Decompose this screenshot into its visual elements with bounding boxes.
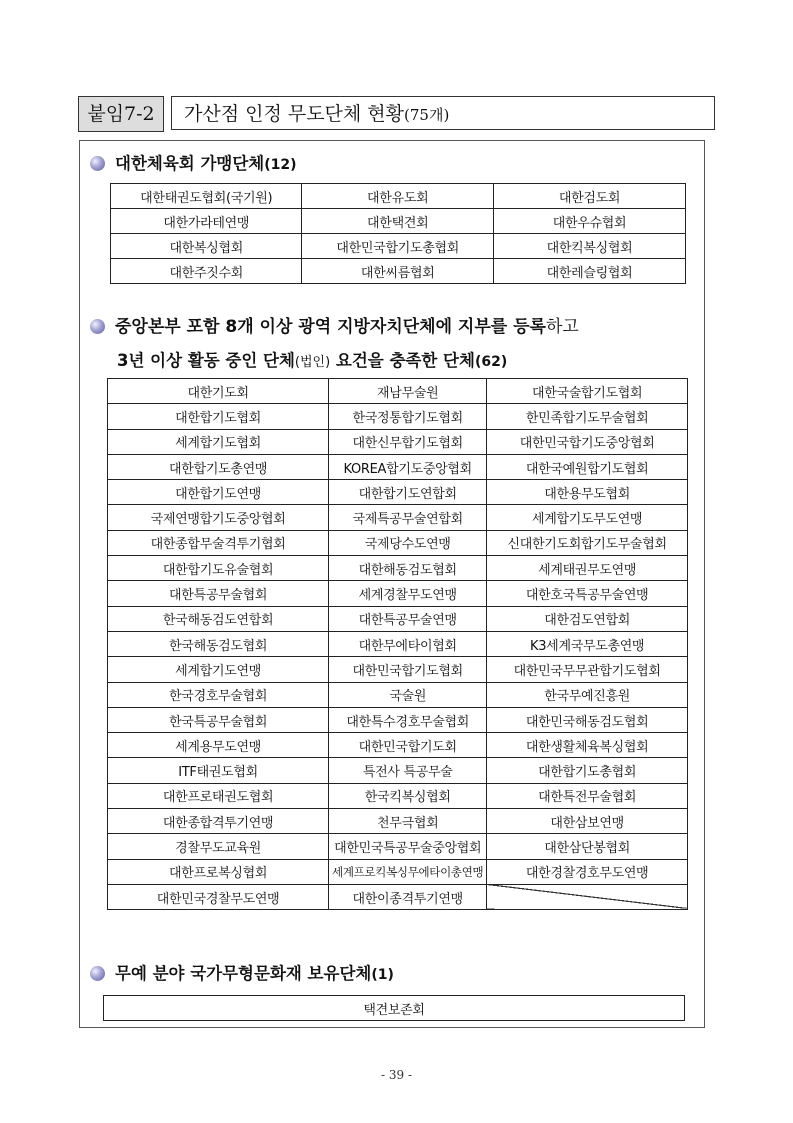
- table-cell: 대한검도회: [493, 184, 685, 209]
- table-row: [108, 379, 688, 404]
- table-cell: 대한종합무술격투기협회: [108, 530, 329, 555]
- table-cell: 세계프로킥복싱무에타이총연맹: [329, 859, 487, 884]
- title-text: [171, 96, 715, 130]
- table-row: [108, 454, 688, 479]
- table-cell: 대한삼보연맹: [487, 809, 688, 834]
- table-cell: 대한특공무술연맹: [329, 606, 487, 631]
- table-cell: 한국해동검도연합회: [108, 606, 329, 631]
- table-cell: 대한호국특공무술연맹: [487, 581, 688, 606]
- table-cell: 대한프로태권도협회: [108, 783, 329, 808]
- table-cell: 대한생활체육복싱협회: [487, 733, 688, 758]
- table-cell: 대한용무도협회: [487, 480, 688, 505]
- table-cell: 택견보존회: [104, 996, 685, 1021]
- table-cell: 대한합기도총연맹: [108, 454, 329, 479]
- table-cell: 대한해동검도협회: [329, 556, 487, 581]
- table-cell: 대한택견회: [302, 209, 493, 234]
- table-cell: K3세계국무도총연맹: [487, 631, 688, 656]
- bullet-icon: [90, 966, 105, 981]
- table-cell: 대한씨름협회: [302, 259, 493, 284]
- title-count: (75개): [404, 106, 450, 124]
- table-cell: 대한킥복싱협회: [493, 234, 685, 259]
- section3-heading-text: 무예 분야 국가무형문화재 보유단체: [115, 964, 372, 983]
- table-row: [111, 209, 686, 234]
- table-cell: 한국정통합기도협회: [329, 404, 487, 429]
- table-row: [108, 530, 688, 555]
- table-cell: 한국해동검도협회: [108, 631, 329, 656]
- section2-line1-tail: 하고: [545, 317, 579, 337]
- table-cell: 세계합기도협회: [108, 429, 329, 454]
- table-cell: 국제당수도연맹: [329, 530, 487, 555]
- table-cell: 천무극협회: [329, 809, 487, 834]
- table-cell: 대한민국경찰무도연맹: [108, 884, 329, 909]
- table-cell: ITF태권도협회: [108, 758, 329, 783]
- table-cell: 신대한기도회합기도무술협회: [487, 530, 688, 555]
- table-row: [108, 429, 688, 454]
- table-cell: 대한합기도총협회: [487, 758, 688, 783]
- section1-count: (12): [264, 157, 297, 173]
- table-cell: 대한무에타이협회: [329, 631, 487, 656]
- section1-heading: [90, 150, 296, 174]
- table-row: [108, 682, 688, 707]
- section2-line2-a: 3년 이상 활동 중인 단체: [117, 351, 295, 370]
- table-cell: 대한민국특공무술중앙협회: [329, 834, 487, 859]
- table-cell: 대한민국합기도총협회: [302, 234, 493, 259]
- table-cell: 대한프로복싱협회: [108, 859, 329, 884]
- bullet-icon: [90, 156, 105, 171]
- table-cell: 한국무예진흥원: [487, 682, 688, 707]
- attachment-tag: 붙임7-2: [78, 96, 164, 132]
- table-row: [108, 809, 688, 834]
- table-cell: 한국킥복싱협회: [329, 783, 487, 808]
- table-cell: 대한기도회: [108, 379, 329, 404]
- page-number: - 39 -: [380, 1068, 412, 1082]
- table-cell: 대한태권도협회(국기원): [111, 184, 302, 209]
- table-cell: 대한우슈협회: [493, 209, 685, 234]
- table-row: [111, 259, 686, 284]
- table-cell: 경찰무도교육원: [108, 834, 329, 859]
- table-cell: 대한특전무술협회: [487, 783, 688, 808]
- section2-line2-b: 요건을 충족한 단체: [330, 351, 475, 370]
- section2-heading-line1: [90, 312, 579, 337]
- section2-count: (62): [474, 354, 508, 370]
- table-cell: 대한종합격투기연맹: [108, 809, 329, 834]
- table-cell: 대한삼단봉협회: [487, 834, 688, 859]
- section2-heading-line2: [117, 347, 507, 371]
- empty-cell: [487, 884, 688, 909]
- table-row: [108, 480, 688, 505]
- table-cell: 대한합기도유술협회: [108, 556, 329, 581]
- section3-heading: [90, 960, 394, 984]
- table-cell: 대한주짓수회: [111, 259, 302, 284]
- table-cell: 한민족합기도무술협회: [487, 404, 688, 429]
- table-cell: 대한복싱협회: [111, 234, 302, 259]
- table-cell: 대한가라테연맹: [111, 209, 302, 234]
- table-row: [108, 783, 688, 808]
- bullet-icon: [90, 319, 105, 334]
- table-cell: 국제연맹합기도중앙협회: [108, 505, 329, 530]
- table-row: [108, 707, 688, 732]
- table-cell: 대한민국합기도협회: [329, 657, 487, 682]
- table-cell: 대한합기도연합회: [329, 480, 487, 505]
- table-row: [108, 556, 688, 581]
- table-row: [108, 581, 688, 606]
- table-cell: 대한국예원합기도협회: [487, 454, 688, 479]
- table-cell: 세계태권무도연맹: [487, 556, 688, 581]
- table-cell: 세계경찰무도연맹: [329, 581, 487, 606]
- section3-table: [103, 995, 685, 1021]
- title-main-text: 가산점 인정 무도단체 현황: [184, 103, 405, 125]
- table-row: [108, 657, 688, 682]
- section2-line1-bold: 중앙본부 포함 8개 이상 광역 지방자치단체에 지부를 등록: [115, 317, 546, 337]
- table-cell: 세계용무도연맹: [108, 733, 329, 758]
- table-cell: 대한레슬링협회: [493, 259, 685, 284]
- table-cell: 대한검도연합회: [487, 606, 688, 631]
- table-cell: 대한경찰경호무도연맹: [487, 859, 688, 884]
- table-cell: 대한합기도협회: [108, 404, 329, 429]
- table-row: [104, 996, 685, 1021]
- table-cell: 재남무술원: [329, 379, 487, 404]
- table-row: [108, 859, 688, 884]
- table-cell: KOREA합기도중앙협회: [329, 454, 487, 479]
- table-row: [108, 758, 688, 783]
- section2-table: [107, 378, 688, 910]
- section3-count: (1): [371, 967, 394, 983]
- table-row: [108, 884, 688, 909]
- table-row: [108, 505, 688, 530]
- table-cell: 특전사 특공무술: [329, 758, 487, 783]
- table-cell: 대한민국해동검도협회: [487, 707, 688, 732]
- table-row: [108, 404, 688, 429]
- table-cell: 대한이종격투기연맹: [329, 884, 487, 909]
- section2-line2-small: (법인): [294, 355, 331, 370]
- table-cell: 국술원: [329, 682, 487, 707]
- table-cell: 대한민국합기도회: [329, 733, 487, 758]
- table-cell: 한국경호무술협회: [108, 682, 329, 707]
- table-cell: 대한합기도연맹: [108, 480, 329, 505]
- table-cell: 대한유도회: [302, 184, 493, 209]
- table-row: [111, 234, 686, 259]
- table-cell: 세계합기도무도연맹: [487, 505, 688, 530]
- document-title: [78, 96, 718, 132]
- table-row: [108, 606, 688, 631]
- table-cell: 대한특수경호무술협회: [329, 707, 487, 732]
- section1-heading-text: 대한체육회 가맹단체: [115, 154, 265, 173]
- table-cell: 한국특공무술협회: [108, 707, 329, 732]
- table-row: [111, 184, 686, 209]
- section1-table: [110, 183, 686, 284]
- table-cell: 대한민국무무관합기도협회: [487, 657, 688, 682]
- table-row: [108, 733, 688, 758]
- table-cell: 대한특공무술협회: [108, 581, 329, 606]
- table-row: [108, 834, 688, 859]
- table-cell: 국제특공무술연합회: [329, 505, 487, 530]
- table-cell: 대한민국합기도중앙협회: [487, 429, 688, 454]
- table-row: [108, 631, 688, 656]
- table-cell: 대한신무합기도협회: [329, 429, 487, 454]
- table-cell: 세계합기도연맹: [108, 657, 329, 682]
- table-cell: 대한국술합기도협회: [487, 379, 688, 404]
